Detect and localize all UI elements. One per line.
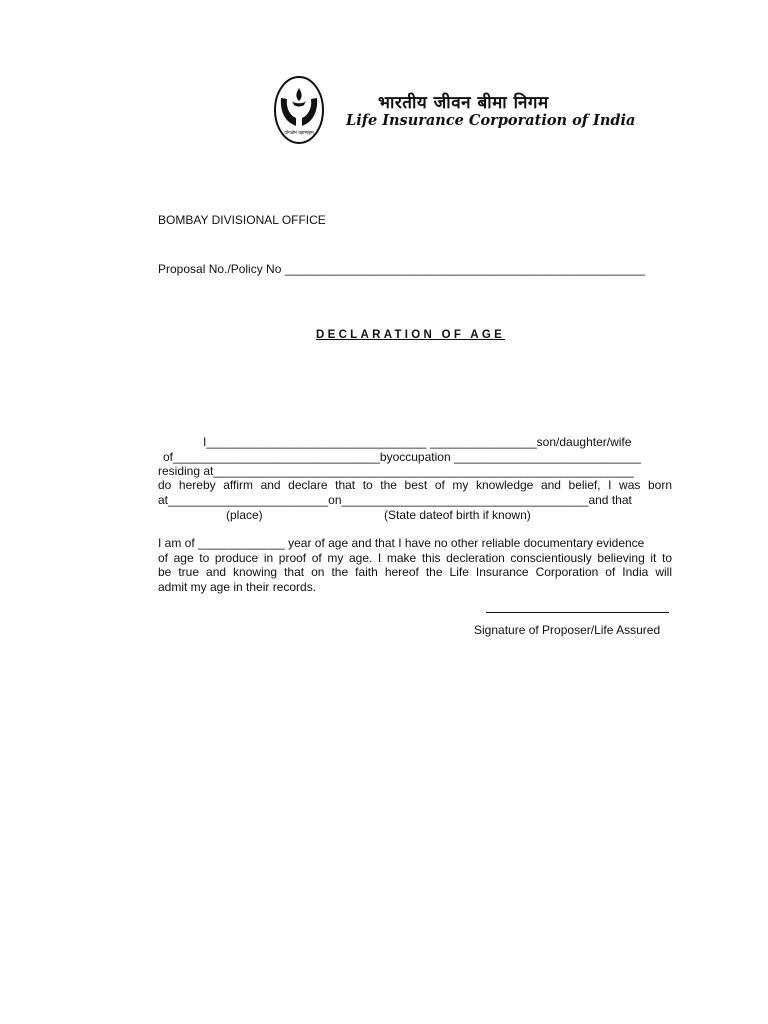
proposal-policy-field: Proposal No./Policy No ______________________________________________________ (158, 262, 646, 276)
declaration-line-3: residing at_______________________________________________________________ (158, 464, 634, 478)
age-line-1: I am of _____________ year of age and that I have no other reliable documentary evidence (158, 536, 645, 550)
signature-label: Signature of Proposer/Life Assured (474, 623, 661, 637)
declaration-line-1: I_________________________________ ________________son/daughter/wife (203, 435, 632, 449)
office-name: BOMBAY DIVISIONAL OFFICE (158, 213, 326, 227)
age-line-3: be true and knowing that on the faith hereof the Life Insurance Corporation of India will (158, 565, 672, 580)
declaration-line-2: of_______________________________byoccupation ____________________________ (163, 450, 641, 464)
document-title: DECLARATION OF AGE (316, 329, 506, 341)
english-org-name: Life Insurance Corporation of India (346, 112, 636, 129)
age-line-4: admit my age in their records. (158, 579, 317, 594)
lic-logo (272, 74, 326, 146)
hindi-org-name: भारतीय जीवन बीमा निगम (378, 93, 549, 113)
logo-motto: योगक्षेमं वहाम्यहम् (284, 131, 314, 136)
date-hint: (State dateof birth if known) (384, 508, 531, 522)
declaration-line-4: do hereby affirm and declare that to the best of my knowledge and belief, I was born (158, 478, 672, 492)
signature-line (486, 612, 669, 613)
age-line-2: of age to produce in proof of my age. I make this decleration conscientiously believing it to (158, 550, 672, 565)
declaration-line-5: at________________________on_____________________________________and that (158, 493, 632, 507)
place-hint: (place) (226, 508, 263, 522)
